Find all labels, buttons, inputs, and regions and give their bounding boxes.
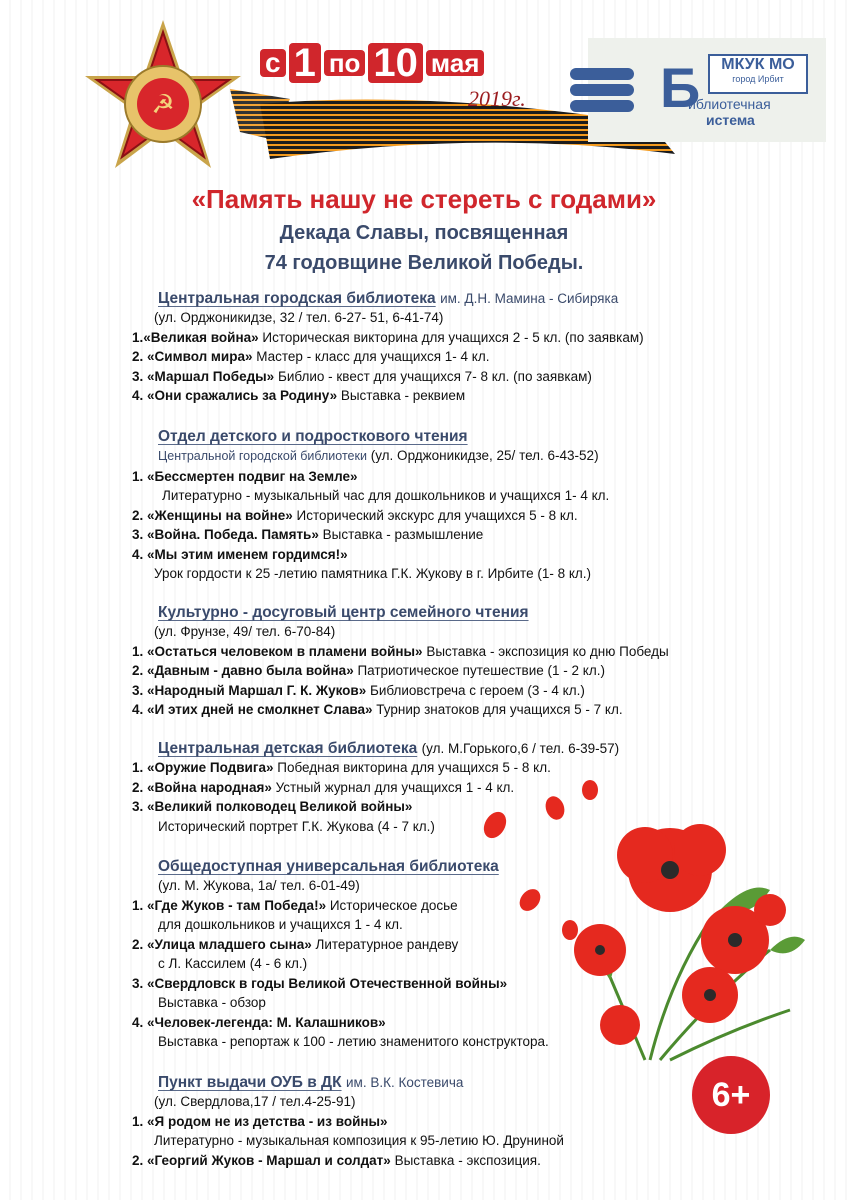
page-title: «Память нашу не стереть с годами» — [191, 184, 657, 214]
section-title: Отдел детского и подросткового чтения — [158, 428, 468, 445]
list-item-cont: Выставка - обзор — [158, 995, 266, 1010]
svg-text:☭: ☭ — [151, 90, 175, 120]
section-title: Центральная городская библиотека — [158, 290, 436, 307]
list-item-cont: Исторический портрет Г.К. Жукова (4 - 7 кл.) — [158, 818, 435, 834]
list-item-cont: Урок гордости к 25 -летию памятника Г.К. Жукову в г. Ирбите (1- 8 кл.) — [154, 566, 592, 581]
section-address: (ул. Орджоникидзе, 25/ тел. 6-43-52) — [370, 448, 599, 463]
list-item: 1. «Остаться человеком в пламени войны» Выставка - экспозиция ко дню Победы — [132, 643, 669, 659]
section-address: (ул. Свердлова,17 / тел.4-25-91) — [154, 1094, 356, 1109]
section-title: Культурно - досуговый центр семейного чтения — [158, 604, 529, 621]
page-subtitle-2: 74 годовщине Великой Победы. — [264, 252, 584, 274]
section-address: (ул. Орджоникидзе, 32 / тел. 6-27- 51, 6-41-74) — [154, 310, 444, 325]
list-item: 2. «Женщины на войне» Исторический экскурс для учащихся 5 - 8 кл. — [132, 507, 578, 523]
list-item-cont: Литературно - музыкальная композиция к 95-летию Ю. Друниной — [154, 1133, 564, 1148]
section-subtitle: Центральной городской библиотеки — [158, 449, 367, 463]
section-title-extra: им. Д.Н. Мамина - Сибиряка — [440, 291, 619, 306]
section-title-extra: им. В.К. Костевича — [346, 1075, 464, 1090]
logo-box — [708, 54, 808, 94]
section-title: Общедоступная универсальная библиотека — [158, 858, 499, 875]
year-label: 2019г. — [468, 86, 526, 111]
logo-b-letter: Б — [660, 56, 701, 119]
list-item: 4. «И этих дней не смолкнет Слава» Турнир знатоков для учащихся 5 - 7 кл. — [132, 702, 623, 717]
list-item: 4. «Человек-легенда: М. Калашников» — [132, 1014, 386, 1030]
section-issue-point — [132, 1074, 752, 1170]
list-item: 2. «Улица младшего сына» Литературное рандеву — [132, 936, 459, 952]
date-day-from: 1 — [289, 43, 321, 83]
list-item: 3. «Свердловск в годы Великой Отечественной войны» — [132, 975, 508, 991]
section-title: Центральная детская библиотека — [158, 740, 418, 757]
list-item: 1.«Великая война» Историческая викторина для учащихся 2 - 5 кл. (по заявкам) — [132, 329, 644, 345]
list-item: 2. «Война народная» Устный журнал для учащихся 1 - 4 кл. — [132, 779, 515, 795]
list-item-cont: для дошкольников и учащихся 1 - 4 кл. — [158, 917, 403, 932]
section-family-reading-center — [132, 604, 752, 720]
date-day-to: 10 — [368, 43, 423, 83]
list-item: 3. «Маршал Победы» Библио - квест для учащихся 7- 8 кл. (по заявкам) — [132, 368, 592, 384]
date-mid: по — [324, 50, 366, 76]
list-item: 1. «Я родом не из детства - из войны» — [132, 1113, 388, 1129]
list-item: 1. «Оружие Подвига» Победная викторина для учащихся 5 - 8 кл. — [132, 760, 551, 775]
section-address: (ул. Фрунзе, 49/ тел. 6-70-84) — [154, 624, 336, 639]
order-star-emblem — [78, 18, 248, 188]
list-item-cont: Выставка - репортаж к 100 - летию знаменитого конструктора. — [158, 1034, 549, 1049]
logo-city: город Ирбит — [732, 74, 784, 84]
list-item-cont: Литературно - музыкальный час для дошкольников и учащихся 1- 4 кл. — [162, 488, 610, 503]
library-logo — [588, 38, 826, 142]
books-icon — [568, 62, 648, 122]
section-central-library — [132, 290, 752, 406]
section-children-dept — [132, 428, 752, 584]
list-item: 2. «Символ мира» Мастер - класс для учащихся 1- 4 кл. — [132, 349, 490, 364]
list-item: 4. «Мы этим именем гордимся!» — [132, 546, 348, 562]
section-title-extra: (ул. М.Горького,6 / тел. 6-39-57) — [421, 741, 620, 756]
list-item-cont: с Л. Кассилем (4 - 6 кл.) — [158, 956, 308, 971]
list-item: 3. «Народный Маршал Г. К. Жуков» Библиовстреча с героем (3 - 4 кл.) — [132, 682, 585, 698]
list-item: 2. «Георгий Жуков - Маршал и солдат» Выставка - экспозиция. — [132, 1152, 541, 1168]
logo-line2: истема — [706, 112, 755, 128]
list-item: 2. «Давным - давно была война» Патриотическое путешествие (1 - 2 кл.) — [132, 663, 605, 678]
date-month: мая — [426, 50, 485, 76]
date-banner — [260, 41, 487, 86]
poppies-illustration — [470, 780, 810, 1070]
date-prefix: с — [260, 49, 286, 77]
logo-line1: иблиотечная — [688, 96, 771, 112]
list-item: 1. «Где Жуков - там Победа!» Историческое досье — [132, 897, 458, 913]
section-title: Пункт выдачи ОУБ в ДК — [158, 1074, 342, 1091]
list-item: 4. «Они сражались за Родину» Выставка - реквием — [132, 388, 466, 403]
page-subtitle-1: Декада Славы, посвященная — [279, 222, 569, 244]
age-rating-badge: 6+ — [692, 1056, 770, 1134]
list-item: 3. «Война. Победа. Память» Выставка - размышление — [132, 527, 484, 542]
logo-abbr: МКУК МО — [721, 56, 795, 73]
list-item: 1. «Бессмертен подвиг на Земле» — [132, 468, 358, 484]
list-item: 3. «Великий полководец Великой войны» — [132, 799, 413, 814]
section-address: (ул. М. Жукова, 1а/ тел. 6-01-49) — [158, 878, 360, 893]
